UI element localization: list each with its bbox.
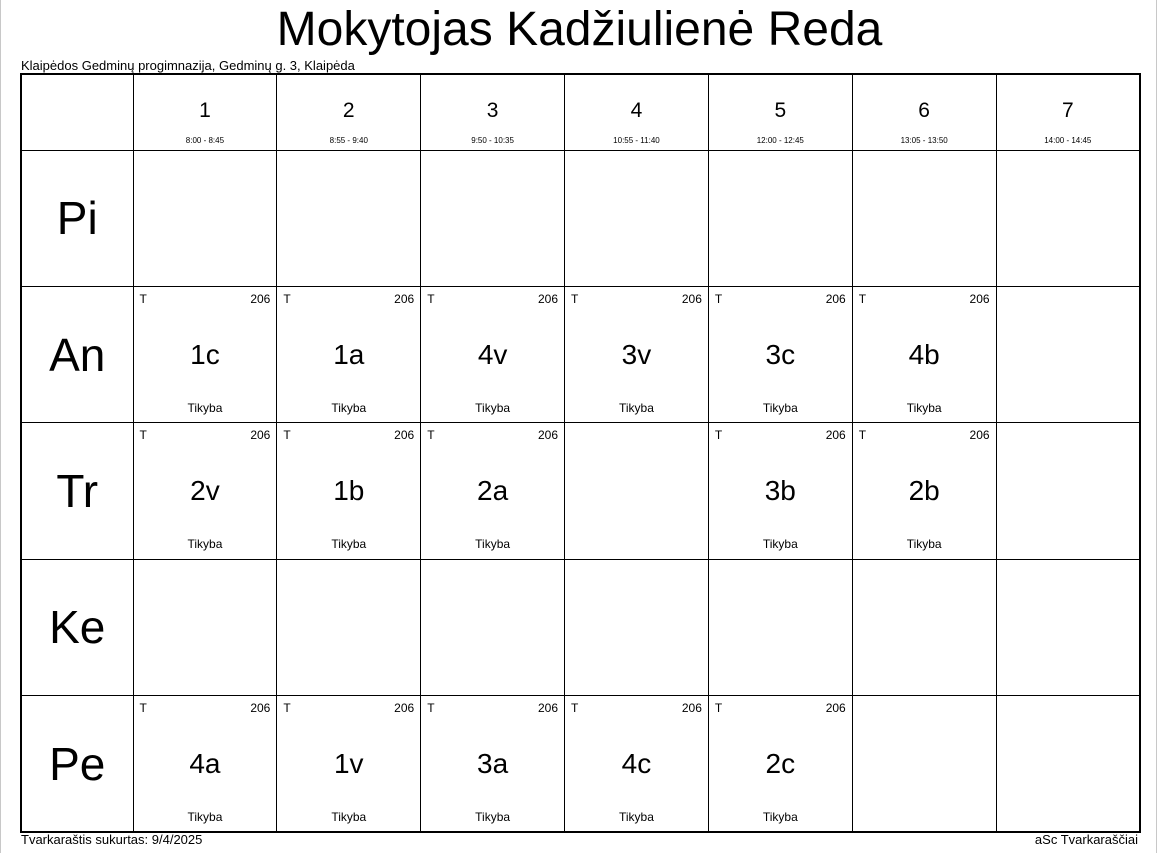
lesson-type-marker: T (714, 292, 723, 307)
empty-cell (133, 150, 277, 286)
subject-name: Tikyba (762, 401, 798, 416)
lesson-cell (133, 287, 277, 423)
empty-cell (277, 559, 421, 695)
class-name: 1v (333, 748, 364, 780)
lesson-type-marker: T (427, 292, 435, 307)
lesson-cell (133, 423, 277, 559)
lesson-type-marker: T (283, 292, 291, 307)
day-label: An (21, 287, 133, 423)
period-header (421, 74, 565, 150)
period-number: 6 (918, 99, 930, 122)
period-time: 12:00 - 12:45 (756, 136, 804, 145)
room-number: 206 (250, 701, 271, 716)
empty-cell (708, 559, 852, 695)
empty-cell (565, 559, 709, 695)
class-name: 4a (189, 748, 221, 780)
subject-name: Tikyba (475, 537, 511, 552)
room-number: 206 (538, 292, 559, 307)
subject-name: Tikyba (187, 537, 223, 552)
period-number: 3 (486, 99, 499, 122)
period-number: 5 (774, 99, 787, 122)
lesson-type-marker: T (139, 292, 147, 307)
lesson-type-marker: T (427, 428, 435, 443)
lesson-cell (852, 287, 996, 423)
created-date: Tvarkaraštis sukurtas: 9/4/2025 (21, 832, 203, 847)
lesson-cell (421, 696, 565, 832)
class-name: 1c (190, 339, 220, 371)
empty-cell (708, 150, 852, 286)
empty-cell (996, 559, 1140, 695)
lesson-cell (421, 287, 565, 423)
lesson-cell (421, 423, 565, 559)
period-number: 2 (342, 99, 355, 122)
lesson-cell (708, 423, 852, 559)
period-header (852, 74, 996, 150)
period-header (565, 74, 709, 150)
lesson-cell (565, 287, 709, 423)
subject-name: Tikyba (475, 401, 511, 416)
subject-name: Tikyba (331, 810, 367, 825)
room-number: 206 (825, 292, 846, 307)
period-time: 13:05 - 13:50 (900, 136, 948, 145)
empty-cell (852, 150, 996, 286)
period-header (277, 74, 421, 150)
period-number: 1 (199, 99, 211, 122)
class-name: 3a (477, 748, 509, 780)
class-name: 2v (190, 475, 220, 507)
room-number: 206 (394, 701, 415, 716)
room-number: 206 (394, 292, 415, 307)
room-number: 206 (394, 428, 415, 443)
period-header (996, 74, 1140, 150)
class-name: 4v (477, 339, 508, 371)
subject-name: Tikyba (906, 401, 942, 416)
lesson-cell (277, 423, 421, 559)
day-row (21, 559, 1140, 695)
day-label: Ke (21, 559, 133, 695)
period-header (133, 74, 277, 150)
period-time: 14:00 - 14:45 (1044, 136, 1092, 145)
empty-cell (421, 150, 565, 286)
lesson-cell (277, 287, 421, 423)
class-name: 3b (764, 475, 796, 507)
class-name: 3v (621, 339, 652, 371)
lesson-type-marker: T (427, 701, 435, 716)
room-number: 206 (250, 292, 271, 307)
subject-name: Tikyba (619, 810, 654, 825)
empty-cell (133, 559, 277, 695)
day-label: Tr (21, 423, 133, 559)
period-time: 8:00 - 8:45 (185, 136, 225, 145)
class-name: 1a (333, 339, 365, 371)
lesson-type-marker: T (139, 701, 147, 716)
lesson-type-marker: T (283, 701, 291, 716)
empty-cell (565, 423, 709, 559)
lesson-cell (277, 696, 421, 832)
class-name: 4b (908, 339, 940, 371)
room-number: 206 (825, 701, 846, 716)
period-header-row (21, 74, 1140, 150)
lesson-type-marker: T (571, 292, 579, 307)
room-number: 206 (538, 701, 559, 716)
page-title: Mokytojas Kadžiulienė Reda (276, 3, 883, 56)
class-name: 4c (621, 748, 652, 780)
class-name: 1b (333, 475, 365, 507)
day-label: Pe (21, 696, 133, 832)
lesson-type-marker: T (714, 428, 723, 443)
room-number: 206 (681, 292, 702, 307)
day-row (21, 150, 1140, 286)
subject-name: Tikyba (762, 810, 798, 825)
lesson-type-marker: T (571, 701, 579, 716)
subject-name: Tikyba (187, 401, 223, 416)
room-number: 206 (681, 701, 702, 716)
day-row (21, 423, 1140, 559)
period-time: 8:55 - 9:40 (329, 136, 368, 145)
room-number: 206 (969, 428, 990, 443)
empty-cell (277, 150, 421, 286)
class-name: 2a (477, 475, 509, 507)
lesson-cell (708, 287, 852, 423)
room-number: 206 (538, 428, 559, 443)
period-number: 4 (630, 99, 643, 122)
empty-cell (996, 287, 1140, 423)
subject-name: Tikyba (906, 537, 942, 552)
class-name: 3c (765, 339, 796, 371)
empty-cell (996, 150, 1140, 286)
room-number: 206 (825, 428, 846, 443)
day-row (21, 696, 1140, 832)
empty-cell (996, 696, 1140, 832)
day-label: Pi (21, 150, 133, 286)
subject-name: Tikyba (475, 810, 511, 825)
subject-name: Tikyba (331, 401, 367, 416)
lesson-cell (565, 696, 709, 832)
room-number: 206 (250, 428, 271, 443)
class-name: 2c (765, 748, 796, 780)
lesson-cell (852, 423, 996, 559)
lesson-cell (133, 696, 277, 832)
empty-cell (996, 423, 1140, 559)
software-credit: aSc Tvarkaraščiai (1034, 832, 1138, 847)
period-header (708, 74, 852, 150)
empty-cell (852, 559, 996, 695)
lesson-type-marker: T (858, 428, 867, 443)
class-name: 2b (908, 475, 940, 507)
empty-cell (852, 696, 996, 832)
subject-name: Tikyba (762, 537, 798, 552)
timetable-grid (20, 73, 1141, 833)
school-address: Klaipėdos Gedminų progimnazija, Gedminų g. 3, Klaipėda (21, 58, 355, 73)
subject-name: Tikyba (187, 810, 223, 825)
period-time: 9:50 - 10:35 (471, 136, 514, 145)
day-row (21, 287, 1140, 423)
subject-name: Tikyba (619, 401, 654, 416)
period-number: 7 (1061, 99, 1074, 122)
lesson-type-marker: T (283, 428, 291, 443)
corner-cell (21, 74, 133, 150)
lesson-type-marker: T (139, 428, 147, 443)
lesson-type-marker: T (714, 701, 723, 716)
period-time: 10:55 - 11:40 (613, 136, 660, 145)
lesson-cell (708, 696, 852, 832)
empty-cell (421, 559, 565, 695)
room-number: 206 (969, 292, 990, 307)
subject-name: Tikyba (331, 537, 367, 552)
empty-cell (565, 150, 709, 286)
lesson-type-marker: T (858, 292, 867, 307)
